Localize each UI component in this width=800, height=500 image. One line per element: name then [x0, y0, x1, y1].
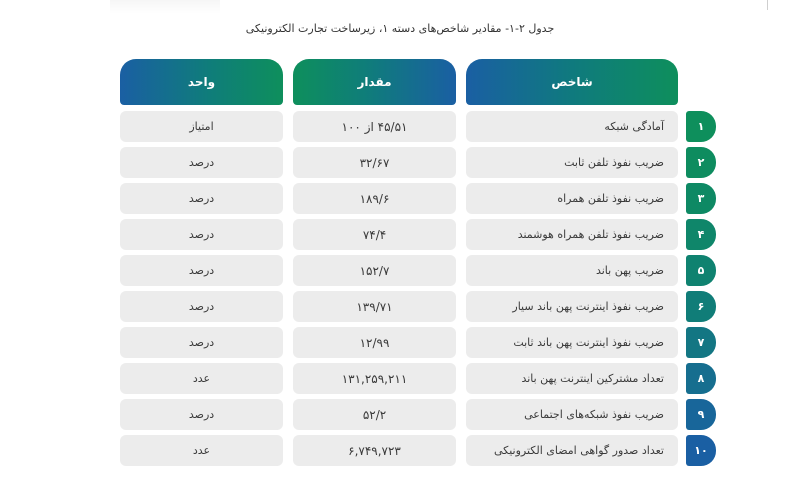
unit-text: درصد [188, 192, 215, 205]
value-text: ۱۳۹/۷۱ [356, 299, 393, 314]
unit-cell [120, 111, 283, 142]
value-cell [293, 291, 456, 322]
value-cell [293, 399, 456, 430]
table-row [120, 255, 716, 286]
row-number-badge: ۱ [686, 111, 716, 142]
index-text: ضریب نفوذ تلفن همراه [557, 192, 664, 205]
index-text: ضریب نفوذ اینترنت پهن باند ثابت [513, 336, 664, 349]
unit-cell [120, 183, 283, 214]
index-cell [466, 111, 678, 142]
index-text: ضریب پهن باند [595, 264, 664, 277]
row-number-badge: ۴ [686, 219, 716, 250]
value-cell [293, 111, 456, 142]
index-cell [466, 291, 678, 322]
index-cell [466, 147, 678, 178]
value-cell [293, 219, 456, 250]
value-text: ۶,۷۴۹,۷۲۳ [348, 443, 401, 458]
table-row [120, 219, 716, 250]
header-index: شاخص [466, 59, 678, 105]
value-cell [293, 435, 456, 466]
value-cell [293, 255, 456, 286]
table-row [120, 435, 716, 466]
unit-text: درصد [188, 336, 215, 349]
unit-cell [120, 255, 283, 286]
index-cell [466, 327, 678, 358]
value-cell [293, 183, 456, 214]
index-cell [466, 363, 678, 394]
table-row [120, 183, 716, 214]
unit-cell [120, 363, 283, 394]
divider-line [767, 0, 768, 10]
table-row [120, 327, 716, 358]
value-text: ۵۲/۲ [362, 407, 387, 422]
index-cell [466, 399, 678, 430]
unit-cell [120, 219, 283, 250]
row-number-badge: ۳ [686, 183, 716, 214]
table-row [120, 363, 716, 394]
index-cell [466, 435, 678, 466]
header-unit: واحد [120, 59, 283, 105]
table-caption: جدول ۲-۱- مقادیر شاخص‌های دسته ۱، زیرساخت تجارت الکترونیکی [245, 22, 555, 35]
row-number-badge: ۷ [686, 327, 716, 358]
value-cell [293, 147, 456, 178]
index-cell [466, 219, 678, 250]
header-value: مقدار [293, 59, 456, 105]
index-text: ضریب نفوذ شبکه‌های اجتماعی [524, 408, 664, 421]
row-number-badge: ۹ [686, 399, 716, 430]
value-text: ۷۴/۴ [362, 227, 387, 242]
value-cell [293, 327, 456, 358]
unit-text: امتیاز [189, 120, 214, 133]
table-row [120, 111, 716, 142]
index-cell [466, 255, 678, 286]
row-number-badge: ۸ [686, 363, 716, 394]
unit-text: درصد [188, 300, 215, 313]
value-text: ۱۵۲/۷ [359, 263, 390, 278]
value-text: ۱۳۱,۲۵۹,۲۱۱ [341, 371, 408, 386]
index-cell [466, 183, 678, 214]
row-number-badge: ۶ [686, 291, 716, 322]
table-row [120, 399, 716, 430]
index-text: ضریب نفوذ تلفن همراه هوشمند [517, 228, 664, 241]
index-text: تعداد صدور گواهی امضای الکترونیکی [493, 444, 664, 457]
unit-cell [120, 291, 283, 322]
unit-cell [120, 399, 283, 430]
value-text: ۱۲/۹۹ [359, 335, 390, 350]
value-cell [293, 363, 456, 394]
table-header-row [120, 59, 716, 105]
value-text: ۴۵/۵۱ از ۱۰۰ [341, 119, 408, 134]
unit-cell [120, 435, 283, 466]
unit-text: عدد [192, 372, 211, 385]
unit-cell [120, 327, 283, 358]
unit-text: درصد [188, 264, 215, 277]
unit-text: درصد [188, 228, 215, 241]
table-row [120, 291, 716, 322]
row-number-badge: ۲ [686, 147, 716, 178]
faded-top-element [110, 0, 220, 14]
indicators-table [120, 59, 716, 471]
index-text: آمادگی شبکه [604, 120, 664, 133]
unit-cell [120, 147, 283, 178]
unit-text: عدد [192, 444, 211, 457]
value-text: ۳۲/۶۷ [359, 155, 390, 170]
unit-text: درصد [188, 156, 215, 169]
row-number-badge: ۱۰ [686, 435, 716, 466]
table-body [120, 111, 716, 466]
unit-text: درصد [188, 408, 215, 421]
index-text: ضریب نفوذ تلفن ثابت [564, 156, 664, 169]
table-row [120, 147, 716, 178]
row-number-badge: ۵ [686, 255, 716, 286]
index-text: ضریب نفوذ اینترنت پهن باند سیار [512, 300, 664, 313]
index-text: تعداد مشترکین اینترنت پهن باند [521, 372, 664, 385]
value-text: ۱۸۹/۶ [359, 191, 390, 206]
